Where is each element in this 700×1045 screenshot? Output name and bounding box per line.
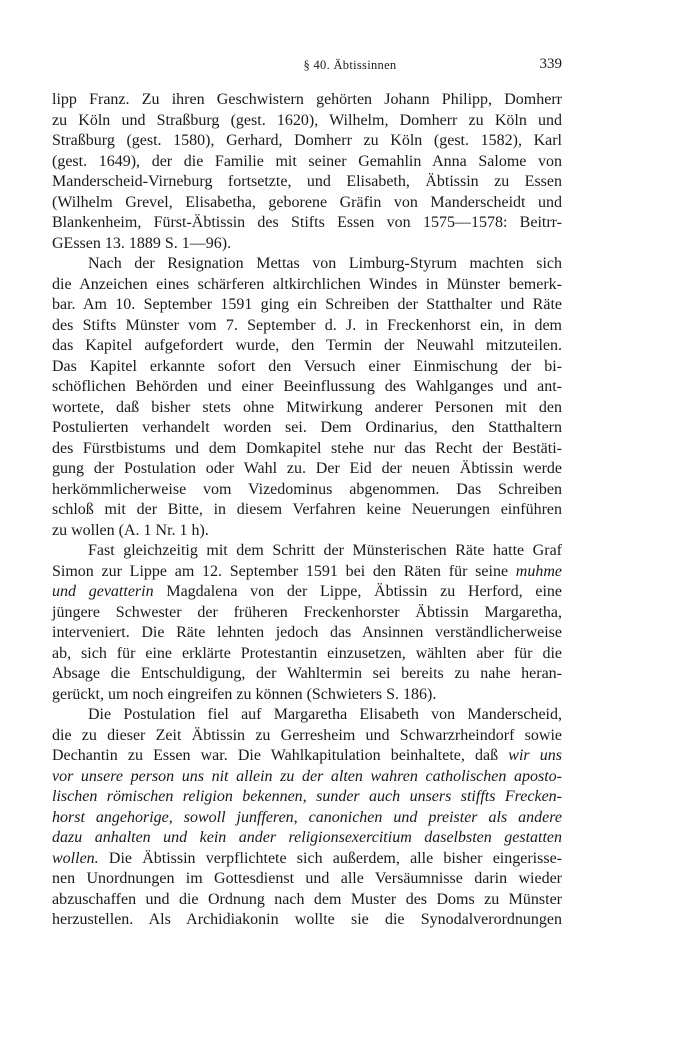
text-line	[52, 746, 562, 767]
line-text: wortete, daß bisher stets ohne Mitwirkung anderer Personen mit den	[52, 398, 562, 416]
text-line	[52, 418, 562, 439]
text-line	[52, 582, 562, 603]
line-text: herkömmlicherweise vom Vizedominus abgenommen. Das Schreiben	[52, 480, 562, 498]
text-line	[52, 131, 562, 152]
line-text: interveniert. Die Räte lehnten jedoch das Ansinnen verständlicherweise	[52, 624, 562, 641]
text-line	[52, 254, 562, 275]
line-text: ab, sich für eine erklärte Protestantin einzusetzen, wählten aber für die	[52, 644, 562, 662]
text-line	[52, 111, 562, 132]
text-line	[52, 316, 562, 337]
line-text: bar. Am 10. September 1591 ging ein Schreiben der Statthalter und Räte	[52, 296, 562, 313]
text-line	[52, 869, 562, 890]
text-line	[52, 603, 562, 624]
text-line	[52, 193, 562, 214]
text-line	[52, 623, 562, 644]
italic-quote: muhme	[515, 562, 562, 580]
line-text: des Fürstbistums und dem Domkapitel stehe nur das Recht der Bestäti-	[52, 439, 562, 457]
line-text: Die Äbtissin verpflichtete sich außerdem, alle bisher eingerisse-	[98, 849, 562, 867]
text-line	[52, 808, 562, 829]
line-text: gung der Postulation oder Wahl zu. Der Eid der neuen Äbtissin werde	[52, 460, 562, 477]
line-text: Fast gleichzeitig mit dem Schritt der Münsterischen Räte hatte Graf	[88, 542, 562, 559]
text-line	[52, 890, 562, 911]
line-text: Manderscheid-Virneburg fortsetzte, und Elisabeth, Äbtissin zu Essen	[52, 173, 562, 190]
text-line	[52, 500, 562, 521]
line-text: herzustellen. Als Archidiakonin wollte sie die Synodalverordnungen	[52, 911, 562, 928]
text-line	[52, 336, 562, 357]
text-line	[52, 152, 562, 173]
text-line	[52, 685, 562, 706]
text-line	[52, 275, 562, 296]
line-text: das Kapitel aufgefordert wurde, den Termin der Neuwahl mitzuteilen.	[52, 337, 562, 354]
body-text	[52, 90, 562, 931]
text-line	[52, 480, 562, 501]
text-line	[52, 213, 562, 234]
line-text: Straßburg (gest. 1580), Gerhard, Domherr zu Köln (gest. 1582), Karl	[52, 132, 562, 149]
italic-quote: und gevatterin	[52, 583, 154, 600]
text-line	[52, 357, 562, 378]
text-line	[52, 377, 562, 398]
line-text: schöflichen Behörden und einer Beeinflussung des Wahlganges und ant-	[52, 378, 562, 395]
text-line	[52, 172, 562, 193]
text-line	[52, 849, 562, 870]
line-text: die zu dieser Zeit Äbtissin zu Gerresheim und Schwarzrheindorf sowie	[52, 726, 562, 744]
italic-quote: wollen.	[52, 849, 99, 867]
line-text: abzuschaffen und die Ordnung nach dem Muster des Doms zu Münster	[52, 890, 562, 908]
text-line	[52, 910, 562, 931]
text-line	[52, 541, 562, 562]
italic-quote: lischen römischen religion bekennen, sunder auch unsers stiffts Frecken-	[52, 788, 562, 805]
line-text: Dechantin zu Essen war. Die Wahlkapitulation beinhaltete, daß	[52, 747, 509, 764]
line-text: (Wilhelm Grevel, Elisabetha, geborene Gräfin von Manderscheidt und	[52, 193, 562, 211]
text-line	[52, 295, 562, 316]
italic-quote: dazu anhalten und kein ander religionsexercitium daselbsten gestatten	[52, 829, 562, 846]
line-text: gerückt, um noch eingreifen zu können (Schwieters S. 186).	[52, 685, 437, 703]
line-text: Das Kapitel erkannte sofort den Versuch einer Einmischung der bi-	[52, 357, 562, 375]
italic-quote: wir uns	[508, 747, 562, 764]
italic-quote: horst angehorige, sowoll junfferen, canonichen und preister als andere	[52, 808, 562, 826]
line-text: GEssen 13. 1889 S. 1—96).	[52, 234, 232, 252]
italic-quote: vor unsere person uns nit allein zu der alten wahren catholischen aposto-	[52, 767, 562, 785]
text-line	[52, 787, 562, 808]
text-line	[52, 234, 562, 255]
line-text: Nach der Resignation Mettas von Limburg-Styrum machten sich	[88, 255, 562, 272]
text-line	[52, 644, 562, 665]
text-line	[52, 90, 562, 111]
line-text: jüngere Schwester der früheren Freckenhorster Äbtissin Margaretha,	[52, 603, 562, 621]
text-line	[52, 767, 562, 788]
text-line	[52, 664, 562, 685]
text-line	[52, 562, 562, 583]
line-text: Blankenheim, Fürst-Äbtissin des Stifts Essen von 1575—1578: Beitrr-	[52, 214, 562, 231]
line-text: schloß mit der Bitte, in diesem Verfahren keine Neuerungen einführen	[52, 501, 562, 518]
page-number: 339	[539, 56, 562, 72]
line-text: Postulierten verhandelt worden sei. Dem Ordinarius, den Statthaltern	[52, 419, 562, 436]
text-line	[52, 398, 562, 419]
line-text: lipp Franz. Zu ihren Geschwistern gehörten Johann Philipp, Domherr	[52, 91, 562, 108]
text-line	[52, 439, 562, 460]
line-text: (gest. 1649), der die Familie mit seiner Gemahlin Anna Salome von	[52, 152, 562, 170]
text-line	[52, 521, 562, 542]
text-line	[52, 828, 562, 849]
line-text: zu wollen (A. 1 Nr. 1 h).	[52, 521, 209, 539]
line-text: die Anzeichen eines schärferen altkirchlichen Windes in Münster bemerk-	[52, 275, 562, 293]
text-line	[52, 705, 562, 726]
line-text: Absage die Entschuldigung, der Wahltermin sei bereits zu nahe heran-	[52, 665, 562, 682]
line-text: Die Postulation fiel auf Margaretha Elisabeth von Manderscheid,	[88, 706, 562, 723]
line-text: Magdalena von der Lippe, Äbtissin zu Herford, eine	[153, 583, 563, 600]
line-text: des Stifts Münster vom 7. September d. J. in Freckenhorst ein, in dem	[52, 316, 562, 334]
text-line	[52, 726, 562, 747]
text-line	[52, 459, 562, 480]
line-text: zu Köln und Straßburg (gest. 1620), Wilhelm, Domherr zu Köln und	[52, 111, 562, 129]
line-text: Simon zur Lippe am 12. September 1591 bei den Räten für seine	[52, 562, 516, 580]
running-title: § 40. Äbtissinnen	[303, 58, 397, 72]
line-text: nen Unordnungen im Gottesdienst und alle Versäumnisse darin wieder	[52, 870, 562, 887]
